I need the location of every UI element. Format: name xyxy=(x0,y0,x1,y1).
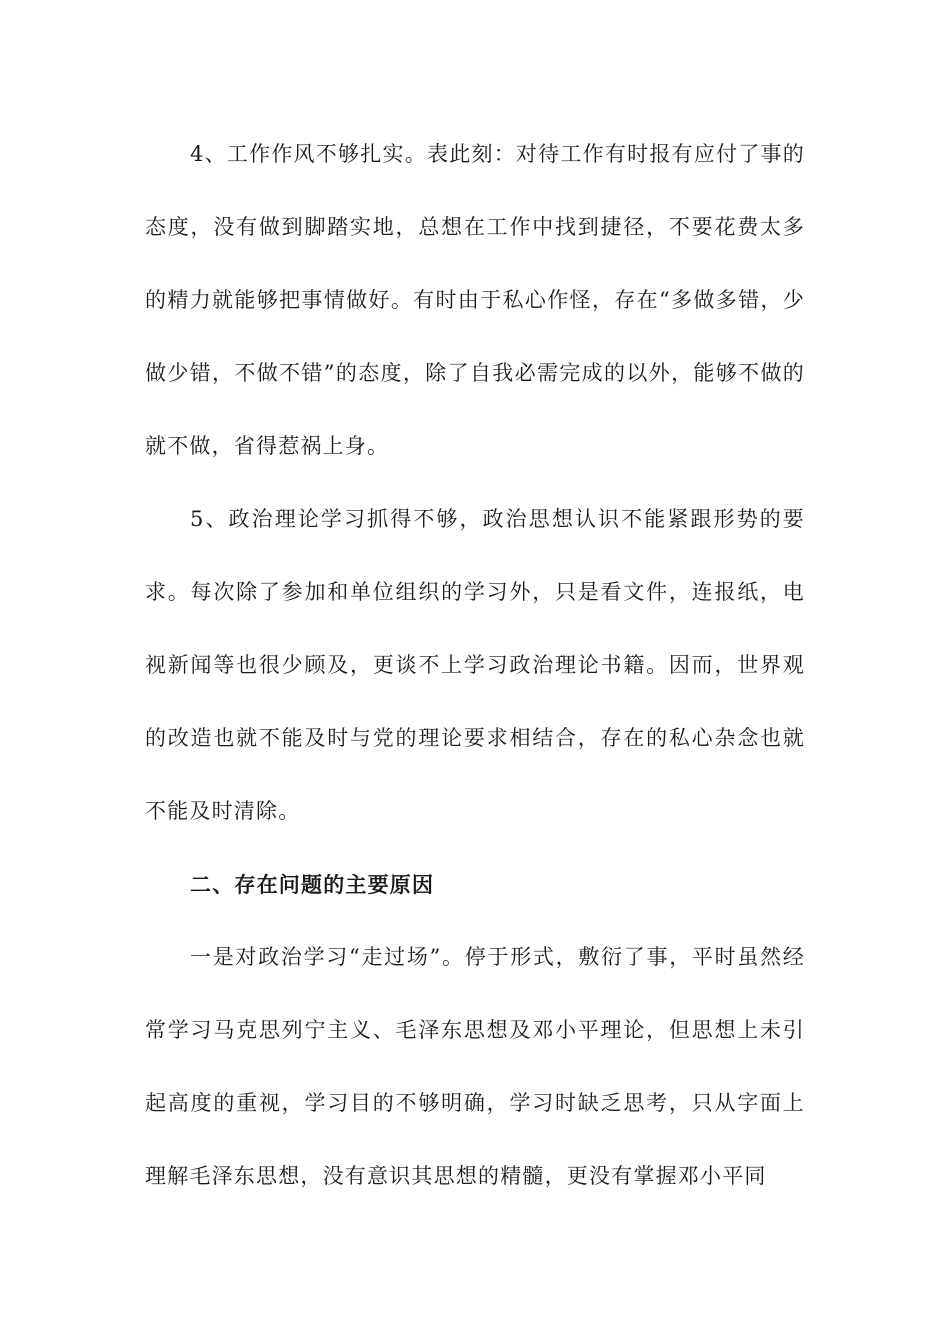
paragraph-work-style: 4、工作作风不够扎实。表此刻：对待工作有时报有应付了事的态度，没有做到脚踏实地，总想在工作中找到捷径，不要花费太多的精力就能够把事情做好。有时由于私心作怪，存在“多做多错，少做少错，不做不错”的态度，除了自我必需完成的以外，能够不做的就不做，省得惹祸上身。 xyxy=(145,142,805,458)
document-body xyxy=(145,118,805,1213)
paragraph-cause-one: 一是对政治学习“走过场”。停于形式，敷衍了事，平时虽然经常学习马克思列宁主义、毛泽东思想及邓小平理论，但思想上未引起高度的重视，学习目的不够明确，学习时缺乏思考，只从字面上理解毛泽东思想，没有意识其思想的精髓，更没有掌握邓小平同 xyxy=(145,945,805,1188)
paragraph-political-study: 5、政治理论学习抓得不够，政治思想认识不能紧跟形势的要求。每次除了参加和单位组织的学习外，只是看文件，连报纸，电视新闻等也很少顾及，更谈不上学习政治理论书籍。因而，世界观的改造也就不能及时与党的理论要求相结合，存在的私心杂念也就不能及时清除。 xyxy=(145,507,805,823)
section-heading-main-causes: 二、存在问题的主要原因 xyxy=(190,872,435,897)
